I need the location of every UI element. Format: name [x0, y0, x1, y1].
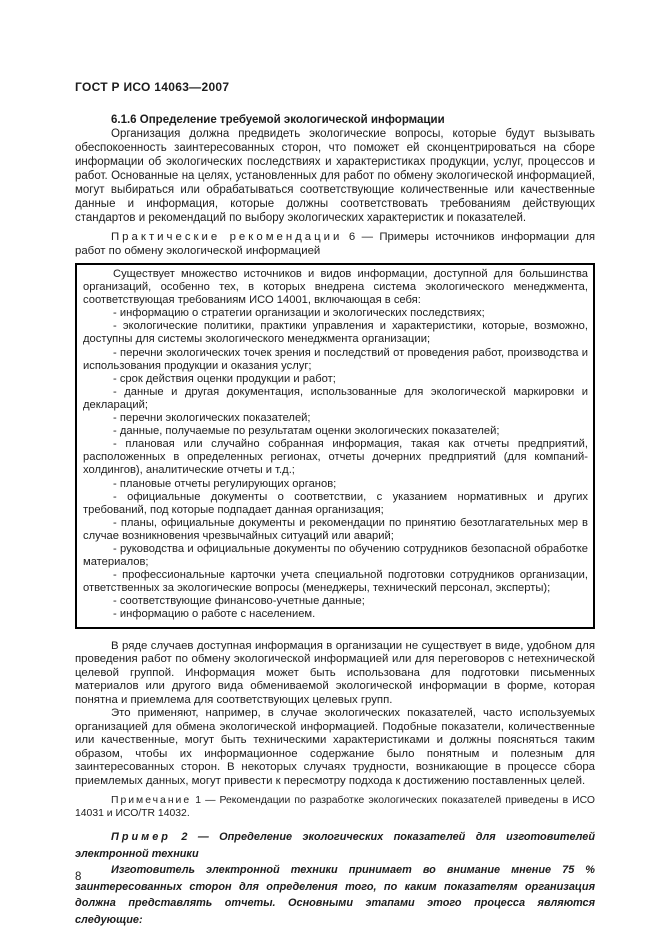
example-title-text: Определение экологических показателей для изготовителей электронной техники	[75, 831, 596, 860]
box-item-list	[83, 307, 588, 621]
paragraph-environmental-indicators: Это применяют, например, в случае экологических показателей, часто используемых организацией для обмена экологической информацией. Подобные показатели, количественные или качественные, могут быть техническими характеристиками и должны поясняться таким образом, чтобы их информационное содержание было понятным и полезным для заинтересованных сторон. В некоторых случаях трудности, возникающие в процессе сбора приемлемых данных, могут привести к пересмотру подхода к достижению поставленных целей.	[75, 707, 595, 787]
list-item: - руководства и официальные документы по обучению сотрудников безопасной обработке материалов;	[83, 542, 588, 569]
recommendation-text: Примеры источников информации для работ по обмену экологической информацией	[75, 231, 596, 257]
note-dash: —	[205, 795, 216, 807]
example-number: 2	[181, 831, 188, 844]
note-number: 1	[195, 795, 201, 807]
list-item: - данные, получаемые по результатам оценки экологических показателей;	[113, 425, 500, 438]
practical-recommendations-title	[75, 230, 595, 258]
section-intro-paragraph: Организация должна предвидеть экологические вопросы, которые будут вызывать обеспокоенность заинтересованных сторон, что поможет ей сконцентрироваться на сборе информации об экологических последствиях и характеристиках продукции, услуг, процессов и работ. Основанные на целях, установленных для работ по обмену экологической информацией, могут выбираться или обрабатываться соответствующие количественные или качественные данные и информация, которые должны соответствовать требованиям действующих стандартов и рекомендаций по выбору экологических характеристик и показателей.	[75, 128, 595, 224]
example-label: Пример	[111, 831, 171, 844]
note-text: Рекомендации по разработке экологических показателей приведены в ИСО 14031 и ИСО/TR 14032.	[75, 795, 595, 819]
paragraph-information-availability: В ряде случаев доступная информация в организации не существует в виде, удобном для проведения работ по обмену экологической информацией или для переговоров с нетехнической целевой группой. Информация может быть использована для подготовки письменных материалов или другого вида обмениваемой экологической информации в форме, которая понятна и приемлема для соответствующих целевых групп.	[75, 639, 595, 706]
document-page	[75, 80, 595, 928]
list-item: - экологические политики, практики управления и характеристики, которые, возможно, доступны для системы экологического менеджмента организации;	[83, 320, 588, 346]
recommendation-label: Практические рекомендации	[111, 231, 343, 243]
example-2-body: Изготовитель электронной техники принимает во внимание мнение 75 % заинтересованных сторон для определения того, по каким показателям организация должна представлять отчеты. Основными этапами этого процесса являются следующие:	[75, 864, 595, 926]
list-item: - перечни экологических показателей;	[113, 412, 311, 425]
list-item: - профессиональные карточки учета специальной подготовки сотрудников организации, ответственных за экологические вопросы (менеджеры, технический персонал, эксперты);	[83, 569, 588, 595]
section-heading: 6.1.6 Определение требуемой экологической информации	[111, 114, 445, 126]
list-item: - данные и другая документация, использованные для экологической маркировки и деклараций;	[83, 385, 588, 411]
list-item: - перечни экологических точек зрения и последствий от проведения работ, производства и использования продукции и оказания услуг;	[83, 346, 588, 372]
document-header: ГОСТ Р ИСО 14063—2007	[75, 80, 230, 94]
list-item: - соответствующие финансово-учетные данные;	[113, 595, 365, 608]
example-dash: —	[197, 831, 209, 844]
note-label: Примечание	[111, 795, 192, 807]
list-item: - информацию о работе с населением.	[113, 608, 316, 621]
list-item: - официальные документы о соответствии, с указанием нормативных и других требований, под которые подпадает данная организация;	[83, 490, 588, 516]
recommendation-dash: —	[361, 231, 373, 243]
recommendation-number: 6	[348, 231, 356, 243]
list-item: - плановые отчеты регулирующих органов;	[113, 477, 337, 490]
list-item: - плановая или случайно собранная информация, такая как отчеты предприятий, расположенных в определенных регионах, отчеты дочерних предприятий (для компаний-холдингов), аналитические отчеты и т.д.;	[83, 438, 588, 477]
box-intro-paragraph: Существует множество источников и видов информации, доступной для большинства организаций, особенно тех, в которых внедрена система экологического менеджмента, соответствующая требованиям ИСО 14001, включающая в себя:	[83, 268, 588, 307]
example-2-title	[75, 829, 595, 862]
list-item: - планы, официальные документы и рекомендации по принятию безотлагательных мер в случае возникновения чрезвычайных ситуаций или аварий;	[83, 516, 588, 542]
list-item: - срок действия оценки продукции и работ;	[113, 372, 336, 385]
list-item: - информацию о стратегии организации и экологических последствиях;	[113, 307, 485, 320]
page-number: 8	[75, 871, 82, 883]
note-1	[75, 795, 595, 820]
info-sources-box	[75, 263, 595, 629]
